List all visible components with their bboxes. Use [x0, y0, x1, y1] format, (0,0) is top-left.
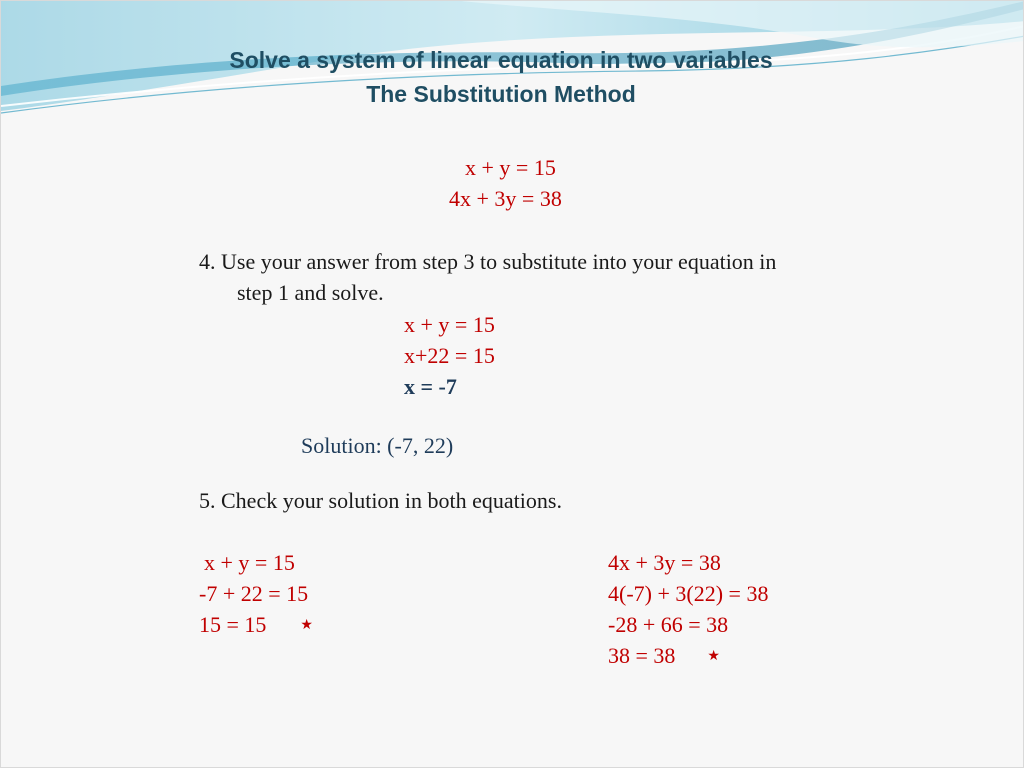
step4-work-line2: x+22 = 15: [404, 343, 495, 368]
check-left-line3-text: 15 = 15: [199, 612, 267, 637]
check-right-line1: 4x + 3y = 38: [608, 550, 721, 575]
check-star-icon: ★: [707, 649, 720, 664]
check-left-line2: -7 + 22 = 15: [199, 581, 309, 606]
system-equation-2: 4x + 3y = 38: [449, 186, 562, 211]
title-line-2: The Substitution Method: [366, 81, 636, 107]
step4-work-line1: x + y = 15: [404, 312, 495, 337]
step4-instruction-line1: 4. Use your answer from step 3 to substitute into your equation in: [199, 249, 777, 274]
check-right-line4: [608, 643, 720, 669]
solution-text: Solution: (-7, 22): [301, 433, 454, 458]
slide-title: [1, 43, 1001, 111]
step5-instruction: 5. Check your solution in both equations.: [199, 488, 562, 513]
check-right-line4-text: 38 = 38: [608, 643, 676, 668]
system-equation-1: x + y = 15: [465, 155, 556, 180]
check-star-icon: ★: [300, 618, 313, 633]
title-line-1: Solve a system of linear equation in two variables: [229, 47, 773, 73]
check-right-line2: 4(-7) + 3(22) = 38: [608, 581, 769, 606]
step4-instruction-line2: step 1 and solve.: [237, 280, 384, 305]
check-left-line3: [199, 612, 313, 638]
check-left-line1: x + y = 15: [204, 550, 295, 575]
step4-work-line3: x = -7: [404, 374, 457, 399]
check-right-line3: -28 + 66 = 38: [608, 612, 729, 637]
